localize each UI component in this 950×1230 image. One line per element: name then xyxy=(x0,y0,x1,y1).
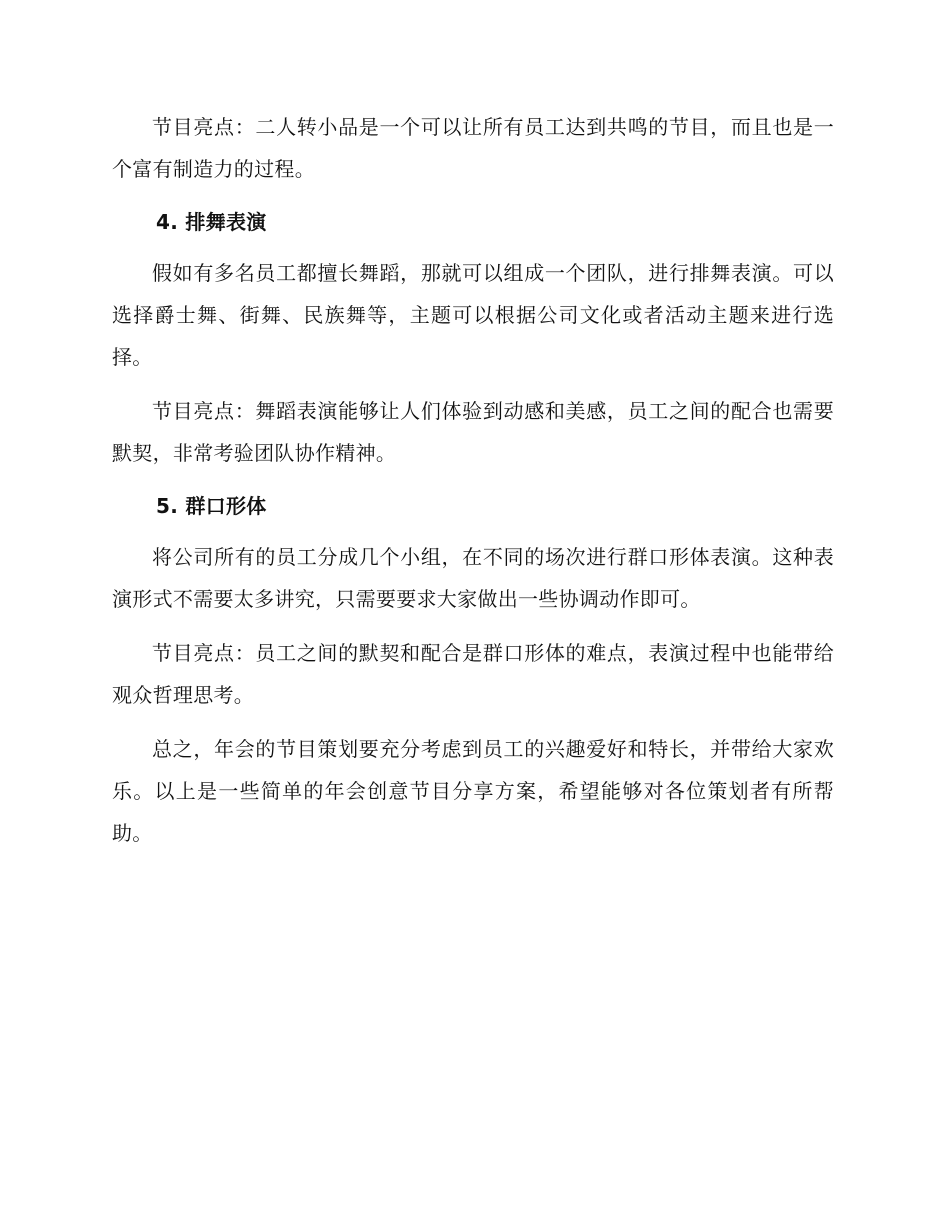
paragraph-highlight-group-body: 节目亮点：员工之间的默契和配合是群口形体的难点，表演过程中也能带给观众哲理思考。 xyxy=(112,641,834,707)
paragraph-highlight-line-dance: 节目亮点：舞蹈表演能够让人们体验到动感和美感，员工之间的配合也需要默契，非常考验团队协作精神。 xyxy=(112,399,834,465)
document-body xyxy=(112,106,834,866)
section-heading-line-dance: 4. 排舞表演 xyxy=(156,210,267,234)
paragraph-conclusion: 总之，年会的节目策划要充分考虑到员工的兴趣爱好和特长，并带给大家欢乐。以上是一些简单的年会创意节目分享方案，希望能够对各位策划者有所帮助。 xyxy=(112,737,834,845)
paragraph-highlight-skit: 节目亮点：二人转小品是一个可以让所有员工达到共鸣的节目，而且也是一个富有制造力的过程。 xyxy=(112,115,834,181)
section-heading-group-body: 5. 群口形体 xyxy=(156,494,267,518)
paragraph-group-body-description: 将公司所有的员工分成几个小组，在不同的场次进行群口形体表演。这种表演形式不需要太多讲究，只需要要求大家做出一些协调动作即可。 xyxy=(112,545,834,611)
paragraph-line-dance-description: 假如有多名员工都擅长舞蹈，那就可以组成一个团队，进行排舞表演。可以选择爵士舞、街舞、民族舞等，主题可以根据公司文化或者活动主题来进行选择。 xyxy=(112,261,834,369)
